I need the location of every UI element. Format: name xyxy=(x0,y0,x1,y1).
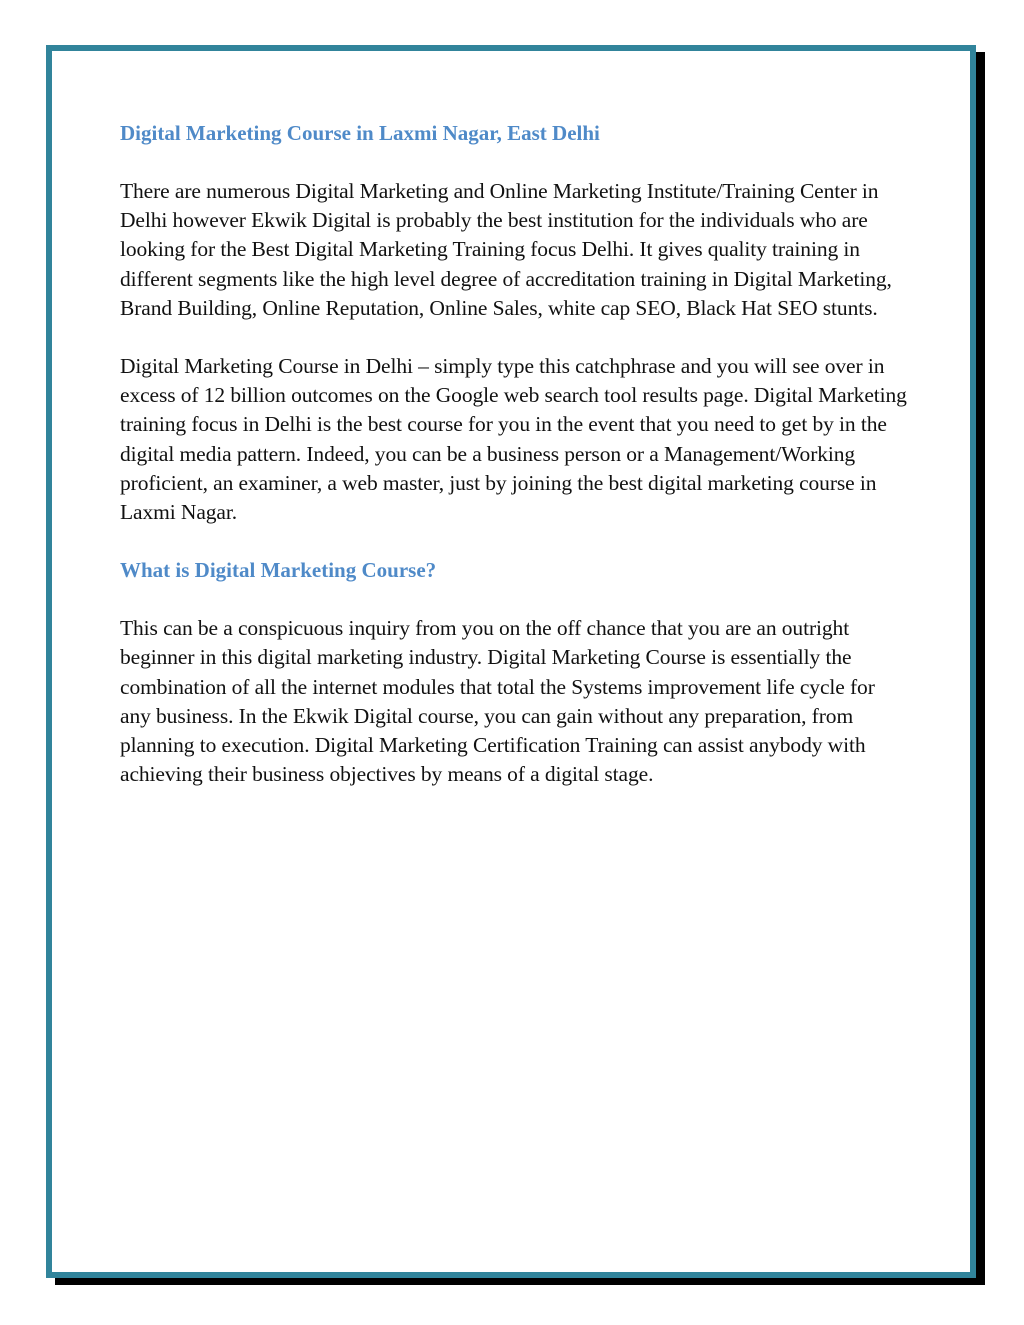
paragraph-course-delhi: Digital Marketing Course in Delhi – simply type this catchphrase and you will see over in excess of 12 billion outcomes on the Google web search tool results page. Digital Marketing training focus in Delhi is the best course for you in the event that you need to get by in the digital media pattern. Indeed, you can be a business person or a Management/Working proficient, an examiner, a web master, just by joining the best digital marketing course in Laxmi Nagar. xyxy=(120,354,907,525)
section-heading: What is Digital Marketing Course? xyxy=(120,558,437,583)
document-body xyxy=(120,119,910,789)
paragraph-what-is: This can be a conspicuous inquiry from you on the off chance that you are an outright beginner in this digital marketing industry. Digital Marketing Course is essentially the combination of all the internet modules that total the Systems improvement life cycle for any business. In the Ekwik Digital course, you can gain without any preparation, from planning to execution. Digital Marketing Certification Training can assist anybody with achieving their business objectives by means of a digital stage. xyxy=(120,616,875,787)
paragraph-intro: There are numerous Digital Marketing and Online Marketing Institute/Training Center in Delhi however Ekwik Digital is probably the best institution for the individuals who are looking for the Best Digital Marketing Training focus Delhi. It gives quality training in different segments like the high level degree of accreditation training in Digital Marketing, Brand Building, Online Reputation, Online Sales, white cap SEO, Black Hat SEO stunts. xyxy=(120,179,892,320)
page-title: Digital Marketing Course in Laxmi Nagar, East Delhi xyxy=(120,121,600,145)
